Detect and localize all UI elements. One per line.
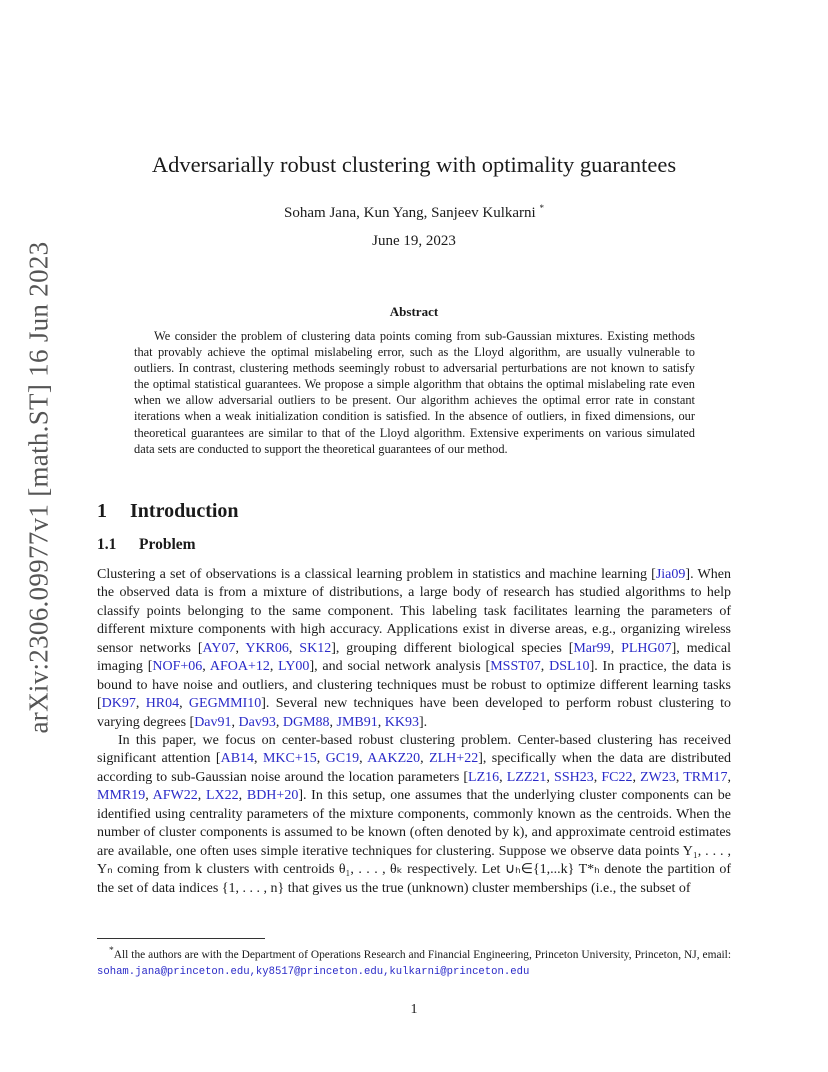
paper-title: Adversarially robust clustering with optimality guarantees [151,152,677,177]
paragraph-center-based: In this paper, we focus on center-based robust clustering problem. Center-based clustering has received significant attention [AB14, MKC+15, GC19, AAKZ20, ZLH+22], specifically when the data are distributed according to sub-Gaussian noise around the location parameters [LZ16, LZZ21, SSH23, FC22, ZW23, TRM17, MMR19, AFW22, LX22, BDH+20]. In this setup, one assumes that the underlying cluster components can be identified using centrality parameters of the mixture components, commonly known as the centroids. When the number of cluster components is assumed to be known (often denoted by k), and approximate centroid estimates are available, one often uses simple iterative techniques for clustering. Suppose we observe data points Y₁, . . . , Yₙ coming from k clusters with centroids θ₁, . . . , θₖ respectively. Let ∪ₕ∈{1,...k} T*ₕ denote the partition of the set of data indices {1, . . . , n} that gives us the true (unknown) cluster memberships (i.e., the subset of [97,733,732,896]
abstract-heading: Abstract [389,304,439,319]
paragraph-problem: Clustering a set of observations is a classical learning problem in statistics and machine learning [Jia09]. When the observed data is from a mixture of distributions, a large body of research has studied algorithms to help classify points belonging to the same component. This labeling task facilitates learning the parameters of different mixture components with high accuracy. Applications exist in diverse areas, e.g., organizing wireless sensor networks [AY07, YKR06, SK12], grouping different biological species [Mar99, PLHG07], medical imaging [NOF+06, AFOA+12, LY00], and social network analysis [MSST07, DSL10]. In practice, the data is bound to have noise and outliers, and clustering techniques must be robust to optimize different learning tasks [DK97, HR04, GEGMMI10]. Several new techniques have been developed to perform robust clustering to varying degrees [Dav91, Dav93, DGM88, JMB91, KK93]. [97,567,732,730]
text-run: ], specifically when the data are distributed according to sub-Gaussian noise around the location parameters [ [97,751,732,785]
citation-link[interactable]: MMR19 [97,788,146,804]
citation-link[interactable]: SSH23 [554,769,594,785]
text-run: ]. When the observed data is from a mixture of distributions, a large body of research has studied algorithms to help classify points belonging to the same component. This labeling task facilitates learning the parameters of different mixture components with high accuracy. Applications exist in diverse areas, e.g., organizing wireless sensor networks [ [97,567,731,656]
citation-link[interactable]: PLHG07 [621,640,672,656]
citation-link[interactable]: Mar99 [573,640,611,656]
citation-link[interactable]: LX22 [205,788,239,804]
citation-link[interactable]: LZ16 [468,769,500,785]
citation-link[interactable]: LY00 [278,659,310,675]
citation-link[interactable]: LZZ21 [506,769,547,785]
footnote-emails[interactable]: soham.jana@princeton.edu,ky8517@princeton.edu,kulkarni@princeton.edu [97,965,530,978]
citation-link[interactable]: GC19 [325,751,360,767]
footnote-rule [97,938,265,939]
author-line [97,198,731,223]
citation-link[interactable]: JMB91 [336,714,378,730]
citation-link[interactable]: DSL10 [549,659,590,675]
citation-link[interactable]: AY07 [202,640,236,656]
citation-link[interactable]: KK93 [384,714,419,730]
footnote [97,943,731,980]
citation-link[interactable]: AFW22 [152,788,198,804]
text-run: ], and social network analysis [ [309,659,491,675]
citation-link[interactable]: GEGMMI10 [188,696,262,712]
citation-link[interactable]: ZLH+22 [429,751,479,767]
citation-link[interactable]: Jia09 [655,567,686,582]
section-number: 1 [97,500,107,522]
abstract-text: We consider the problem of clustering data points coming from sub-Gaussian mixtures. Existing methods that provably achieve the optimal mislabeling error, such as the Lloyd algorithm, are usually vulnerable to outliers. In contrast, clustering methods seemingly robust to adversarial perturbations are not known to satisfy the optimal statistical guarantees. We propose a simple algorithm that obtains the optimal mislabeling rate even when we allow adversarial outliers to be present. Our algorithm achieves the optimal error rate in constant iterations when a weak initialization condition is satisfied. In the absence of outliers, in fixed dimensions, our theoretical guarantees are similar to that of the Lloyd algorithm. Extensive experiments on various simulated data sets are conducted to support the theoretical guarantees of our method. [134,329,695,456]
arxiv-id: arXiv:2306.09977v1 [math.ST] 16 Jun 2023 [23,241,54,733]
text-run: ]. Several new techniques have been developed to perform robust clustering to varying degrees [ [97,696,732,730]
citation-link[interactable]: SK12 [299,640,332,656]
text-run: ], grouping different biological species [ [331,640,574,656]
text-run: ]. In this setup, one assumes that the underlying cluster components can be identified using centrality parameters of the mixture components, commonly known as the centroids. When the number of cluster components is assumed to be known (often denoted by k), and approximate centroid estimates are available, one often uses simple iterative techniques for clustering. Suppose we observe data points Y₁, . . . , Yₙ coming from k clusters with centroids θ₁, . . . , θₖ respectively. Let ∪ₕ∈{1,...k} T*ₕ denote the partition of the set of data indices {1, . . . , n} that gives us the true (unknown) cluster memberships (i.e., the subset of [97,788,731,896]
arxiv-stamp [17,241,61,733]
authors: Soham Jana, Kun Yang, Sanjeev Kulkarni [284,205,536,221]
paper-date: June 19, 2023 [372,233,456,249]
section-heading [97,498,239,524]
text-run: Clustering a set of observations is a classical learning problem in statistics and machine learning [ [97,567,656,582]
citation-link[interactable]: TRM17 [683,769,728,785]
citation-link[interactable]: YKR06 [245,640,289,656]
citation-link[interactable]: DK97 [101,696,136,712]
footnote-text: All the authors are with the Department of Operations Research and Financial Engineering, Princeton University, Princeton, NJ, email: [113,948,731,961]
section-title: Introduction [130,500,239,522]
citation-link[interactable]: DGM88 [282,714,330,730]
text-run: ], medical imaging [ [97,640,731,675]
citation-link[interactable]: Dav93 [238,714,276,730]
text-run: In this paper, we focus on center-based robust clustering problem. Center-based clustering has received significant attention [ [97,733,731,767]
citation-link[interactable]: NOF+06 [152,659,203,675]
text-run: ]. [418,714,428,730]
author-footnote-mark: * [539,203,544,213]
subsection-number: 1.1 [97,536,117,553]
citation-link[interactable]: HR04 [145,696,180,712]
citation-link[interactable]: Dav91 [194,714,232,730]
citation-link[interactable]: ZW23 [640,769,676,785]
citation-link[interactable]: AFOA+12 [209,659,270,675]
citation-link[interactable]: FC22 [601,769,633,785]
subsection-title: Problem [139,536,196,553]
citation-link[interactable]: MKC+15 [262,751,317,767]
citation-link[interactable]: BDH+20 [246,788,299,804]
page-number: 1 [410,1002,418,1017]
footnote-mark: * [109,946,114,956]
subsection-heading [97,535,196,555]
citation-link[interactable]: AB14 [220,751,255,767]
citation-link[interactable]: MSST07 [490,659,541,675]
text-run: ]. In practice, the data is bound to have noise and outliers, and clustering techniques must be robust to optimize different learning tasks [ [97,659,732,712]
citation-link[interactable]: AAKZ20 [367,751,421,767]
